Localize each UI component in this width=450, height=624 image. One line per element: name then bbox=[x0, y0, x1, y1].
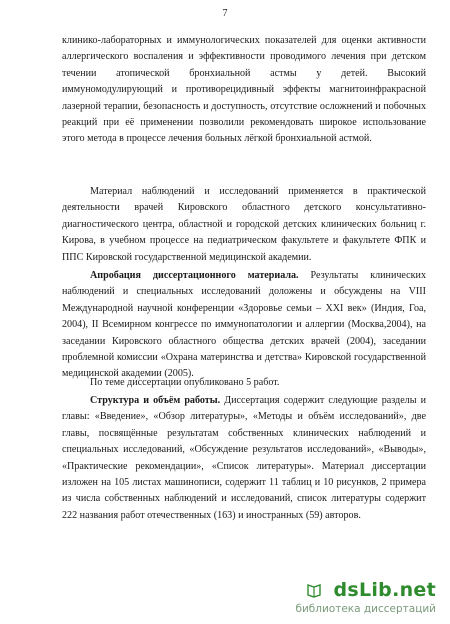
watermark-subtitle: библиотека диссертаций bbox=[295, 603, 436, 615]
book-icon bbox=[306, 582, 322, 598]
watermark-brand-net: .net bbox=[392, 579, 436, 601]
approbation-heading: Апробация диссертационного материала. bbox=[90, 270, 299, 281]
paragraph-3 bbox=[62, 268, 426, 383]
paragraph-4 bbox=[62, 375, 426, 391]
structure-heading: Структура и объём работы. bbox=[90, 395, 221, 406]
paragraph-2-text: Материал наблюдений и исследований применяется в практической деятельности врачей Кировского областного детского консультативно-диагностического центра, областной и городской детских клинических больниц г. Кирова, в учебном процессе на педиатрическом факультете и факультете ФПК и ППС Кировской государственной медицинской академии. bbox=[62, 186, 426, 263]
paragraph-5 bbox=[62, 393, 426, 524]
structure-body: Диссертация содержит следующие разделы и главы: «Введение», «Обзор литературы», «Методы и объём исследований», две главы, посвящённые результатам собственных клинических наблюдений и специальных исследований, «Обсуждение результатов исследований», «Выводы», «Практические рекомендации», «Список литературы». Материал диссертации изложен на 105 листах машинописи, содержит 11 таблиц и 10 рисунков, 2 примера из числа собственных наблюдений и исследований, список литературы содержит 222 названия работ отечественных (163) и иностранных (59) авторов. bbox=[62, 395, 426, 521]
paragraph-1 bbox=[62, 33, 426, 148]
paragraph-3-text bbox=[62, 268, 426, 383]
page-number: 7 bbox=[222, 8, 228, 19]
watermark-brand-lib: Lib bbox=[358, 579, 393, 601]
paragraph-5-text bbox=[62, 393, 426, 524]
watermark-brand bbox=[333, 579, 436, 601]
watermark-brand-ds: ds bbox=[333, 579, 359, 601]
paragraph-2 bbox=[62, 184, 426, 266]
approbation-body: Результаты клинических наблюдений и специальных исследований доложены и обсуждены на VIII Международной научной конференции «Здоровье семьи – XXI век» (Индия, Гоа, 2004), II Всемирном конгрессе по иммунопатологии и аллергии (Москва,2004), на заседании Кировского областного общества детских врачей (2004), заседании проблемной комиссии «Охрана материнства и детства» Кировской государственной медицинской академии (2005). bbox=[62, 270, 426, 380]
watermark bbox=[290, 579, 440, 619]
paragraph-1-text: клинико-лабораторных и иммунологических показателей для оценки активности аллергического воспаления и эффективности проводимого лечения при детском течении атопической бронхиальной астмы у детей. Высокий иммуномодулирующий и противорецидивный эффекты магнитоинфракрасной лазерной терапии, безопасность и доступность, отсутствие осложнений и побочных реакций при её применении позволили рекомендовать широкое использование этого метода в процессе лечения больных лёгкой бронхиальной астмой. bbox=[62, 35, 426, 145]
paragraph-4-text: По теме диссертации опубликовано 5 работ. bbox=[90, 377, 280, 388]
